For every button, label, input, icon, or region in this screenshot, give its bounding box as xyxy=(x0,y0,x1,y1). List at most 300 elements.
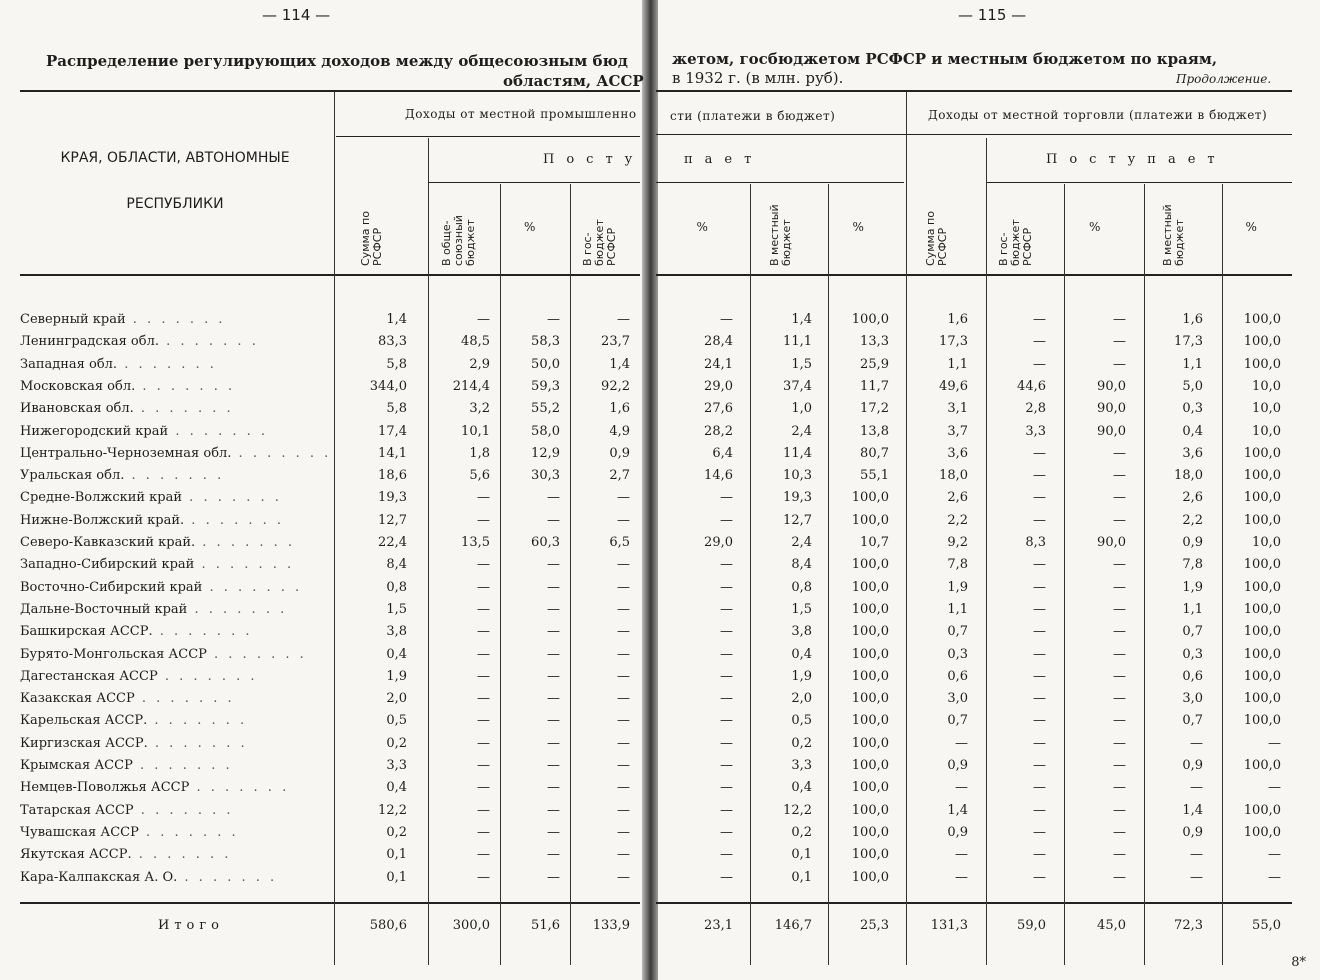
row-label-text: Нижегородский край xyxy=(20,423,169,439)
row-label xyxy=(20,468,320,483)
table-cell: 0,9 xyxy=(1182,824,1203,840)
table-cell: — xyxy=(1033,668,1046,684)
table-cell: 59,3 xyxy=(531,378,560,394)
table-cell: 0,5 xyxy=(791,713,812,729)
table-cell: — xyxy=(720,579,733,595)
table-cell: 100,0 xyxy=(851,802,889,818)
table-cell: 10,0 xyxy=(1252,423,1281,439)
table-cell: 11,1 xyxy=(783,334,812,350)
row-label xyxy=(20,513,320,528)
leader-dots: . . . . . . . xyxy=(147,713,248,729)
table-cell: 100,0 xyxy=(1243,356,1281,372)
table-cell: 0,2 xyxy=(791,735,812,751)
group-header-industry-right: сти (платежи в бюджет) xyxy=(670,109,836,123)
table-cell: 18,0 xyxy=(939,468,968,484)
table-cell: — xyxy=(1033,758,1046,773)
rule-v xyxy=(428,138,429,965)
table-cell: 13,8 xyxy=(860,423,889,439)
table-cell: 14,1 xyxy=(378,445,407,461)
table-cell: — xyxy=(547,869,560,885)
table-cell: — xyxy=(547,780,560,796)
table-cell: — xyxy=(547,579,560,595)
row-label xyxy=(20,424,320,439)
table-cell: 100,0 xyxy=(1243,557,1281,573)
total-cell: 133,9 xyxy=(592,918,630,933)
table-cell: — xyxy=(720,668,733,684)
leader-dots: . . . . . . . xyxy=(168,423,269,439)
table-cell: 58,0 xyxy=(531,423,560,439)
row-label xyxy=(20,445,332,461)
table-cell: — xyxy=(477,512,490,528)
table-cell: — xyxy=(720,869,733,885)
table-cell: 9,2 xyxy=(947,535,968,550)
table-cell: — xyxy=(1113,713,1126,729)
table-cell: — xyxy=(720,847,733,863)
table-cell: 0,9 xyxy=(1182,758,1203,773)
table-cell: 1,8 xyxy=(469,445,490,461)
row-label-text: Средне-Волжский край xyxy=(20,490,183,506)
table-cell: 1,5 xyxy=(386,601,407,617)
column-header: В гос- бюджет РСФСР xyxy=(997,219,1034,266)
table-cell: — xyxy=(547,713,560,729)
row-label-text: Якутская АССР. xyxy=(20,847,132,863)
row-label xyxy=(20,669,320,684)
row-label-text: Московская обл. xyxy=(20,378,136,394)
table-cell: 0,8 xyxy=(386,579,407,595)
table-cell: 18,6 xyxy=(378,468,407,484)
leader-dots: . . . . . . . xyxy=(177,869,278,885)
table-cell: 5,8 xyxy=(386,401,407,417)
table-cell: 80,7 xyxy=(860,445,889,461)
table-cell: — xyxy=(1033,691,1046,707)
subheader-postupaet-right: пает xyxy=(684,152,764,167)
row-label-text: Дальне-Восточный край xyxy=(20,601,188,617)
column-header-percent: % xyxy=(1089,220,1101,234)
row-label-text: Киргизская АССР. xyxy=(20,735,148,751)
table-cell: 37,4 xyxy=(783,378,812,394)
table-cell: — xyxy=(477,691,490,707)
table-cell: — xyxy=(547,668,560,684)
footer-mark: 8* xyxy=(1291,955,1306,970)
table-cell: 1,4 xyxy=(609,356,630,372)
table-cell: — xyxy=(1190,780,1203,796)
table-cell: 13,3 xyxy=(860,334,889,350)
table-cell: 22,4 xyxy=(378,535,407,550)
table-cell: 10,0 xyxy=(1252,535,1281,550)
table-cell: 100,0 xyxy=(851,490,889,506)
table-cell: 3,3 xyxy=(386,758,407,773)
table-cell: — xyxy=(1033,780,1046,796)
table-cell: — xyxy=(720,601,733,617)
table-cell: 0,7 xyxy=(947,713,968,729)
total-cell: 300,0 xyxy=(452,918,490,933)
table-cell: — xyxy=(617,824,630,840)
table-cell: 2,7 xyxy=(609,468,630,484)
table-cell: 1,9 xyxy=(791,668,812,684)
table-cell: — xyxy=(477,802,490,818)
table-cell: — xyxy=(617,691,630,707)
table-cell: — xyxy=(1113,557,1126,573)
table-cell: — xyxy=(1033,802,1046,818)
table-cell: — xyxy=(1113,334,1126,350)
table-cell: 4,9 xyxy=(609,423,630,439)
table-cell: 6,4 xyxy=(712,445,733,461)
table-cell: 0,4 xyxy=(791,780,812,796)
table-cell: 0,8 xyxy=(791,579,812,595)
table-cell: 100,0 xyxy=(851,758,889,773)
leader-dots: . . . . . . . xyxy=(134,691,235,707)
table-cell: — xyxy=(477,490,490,506)
table-cell: 100,0 xyxy=(851,847,889,863)
row-label xyxy=(20,691,320,706)
table-cell: — xyxy=(1033,312,1046,327)
table-cell: — xyxy=(617,512,630,528)
table-cell: 19,3 xyxy=(783,490,812,506)
table-cell: — xyxy=(955,735,968,751)
table-cell: — xyxy=(617,735,630,751)
table-cell: 100,0 xyxy=(1243,312,1281,327)
table-cell: — xyxy=(1113,802,1126,818)
table-cell: 24,1 xyxy=(704,356,733,372)
row-label-text: Чувашская АССР xyxy=(20,824,139,840)
table-cell: 1,9 xyxy=(386,668,407,684)
row-header-line2: РЕСПУБЛИКИ xyxy=(126,196,224,212)
table-cell: — xyxy=(1113,601,1126,617)
table-cell: — xyxy=(547,691,560,707)
table-cell: 0,2 xyxy=(386,824,407,840)
table-cell: 90,0 xyxy=(1097,535,1126,550)
table-cell: 29,0 xyxy=(704,378,733,394)
total-cell: 131,3 xyxy=(930,918,968,933)
table-cell: 5,8 xyxy=(386,356,407,372)
total-cell: 45,0 xyxy=(1097,918,1126,933)
row-label-text: Татарская АССР xyxy=(20,802,134,818)
table-cell: 92,2 xyxy=(601,378,630,394)
table-cell: — xyxy=(1113,312,1126,327)
table-cell: — xyxy=(617,312,630,327)
column-header: В местный бюджет xyxy=(1160,204,1186,266)
table-cell: 12,9 xyxy=(531,445,560,461)
table-cell: 100,0 xyxy=(1243,802,1281,818)
table-cell: — xyxy=(547,490,560,506)
table-cell: — xyxy=(617,557,630,573)
row-label xyxy=(20,647,320,662)
row-label-text: Западно-Сибирский край xyxy=(20,557,195,573)
table-cell: 100,0 xyxy=(1243,490,1281,506)
table-cell: — xyxy=(1033,468,1046,484)
left-page-number: — 114 — xyxy=(262,6,331,24)
table-cell: 100,0 xyxy=(1243,334,1281,350)
table-cell: — xyxy=(1190,735,1203,751)
row-label xyxy=(20,736,320,751)
table-cell: — xyxy=(1190,847,1203,863)
rule-h xyxy=(656,90,1292,92)
leader-dots: . . . . . . . xyxy=(132,758,233,773)
table-cell: 17,2 xyxy=(860,401,889,417)
row-label xyxy=(20,401,320,416)
table-cell: — xyxy=(477,758,490,773)
total-cell: 59,0 xyxy=(1017,918,1046,933)
table-cell: 12,2 xyxy=(783,802,812,818)
group-header-industry-left: Доходы от местной промышленно xyxy=(405,107,637,121)
table-cell: — xyxy=(1113,579,1126,595)
table-cell: — xyxy=(1268,780,1281,796)
table-cell: 0,1 xyxy=(386,847,407,863)
table-cell: 3,8 xyxy=(791,624,812,640)
leader-dots: . . . . . . . xyxy=(125,312,226,327)
table-cell: 0,9 xyxy=(947,758,968,773)
table-cell: — xyxy=(547,646,560,662)
column-header: В обще- союзный бюджет xyxy=(440,215,477,266)
table-cell: 17,3 xyxy=(939,334,968,350)
table-cell: 0,4 xyxy=(1182,423,1203,439)
table-cell: — xyxy=(720,691,733,707)
table-cell: — xyxy=(1190,869,1203,885)
table-cell: 28,4 xyxy=(704,334,733,350)
table-cell: — xyxy=(1113,847,1126,863)
table-cell: — xyxy=(617,579,630,595)
table-cell: — xyxy=(1033,847,1046,863)
column-header: Сумма по РСФСР xyxy=(924,211,949,266)
table-cell: — xyxy=(477,312,490,327)
table-cell: — xyxy=(617,802,630,818)
total-cell: 72,3 xyxy=(1174,918,1203,933)
table-cell: — xyxy=(1033,557,1046,573)
table-cell: 1,5 xyxy=(791,356,812,372)
table-cell: 1,6 xyxy=(609,401,630,417)
row-label-text: Западная обл. xyxy=(20,356,118,372)
row-label xyxy=(20,580,320,595)
table-cell: 0,1 xyxy=(386,869,407,885)
rule-v xyxy=(986,138,987,965)
table-cell: 0,2 xyxy=(791,824,812,840)
table-cell: 100,0 xyxy=(851,780,889,796)
table-cell: 50,0 xyxy=(531,356,560,372)
row-label xyxy=(20,379,320,394)
table-cell: 100,0 xyxy=(1243,468,1281,484)
rule-h xyxy=(20,274,640,276)
row-label xyxy=(20,334,320,349)
table-cell: — xyxy=(477,624,490,640)
row-label xyxy=(20,490,320,505)
leader-dots: . . . . . . . xyxy=(206,646,307,662)
table-cell: — xyxy=(617,646,630,662)
column-header: Сумма по РСФСР xyxy=(358,211,384,266)
row-label-text: Восточно-Сибирский край xyxy=(20,579,203,595)
leader-dots: . . . . . . . xyxy=(138,824,239,840)
table-cell: — xyxy=(1033,579,1046,595)
table-cell: 100,0 xyxy=(851,735,889,751)
rule-h xyxy=(428,182,640,183)
table-cell: — xyxy=(1113,490,1126,506)
rule-h xyxy=(20,90,640,92)
table-cell: 100,0 xyxy=(1243,624,1281,640)
table-cell: — xyxy=(720,512,733,528)
leader-dots: . . . . . . . xyxy=(135,378,236,394)
table-cell: 1,4 xyxy=(386,312,407,327)
title-right-line2: в 1932 г. (в млн. руб). xyxy=(672,69,844,87)
title-right-line1: жетом, госбюджетом РСФСР и местным бюджетом по краям, xyxy=(672,50,1218,68)
table-cell: 3,7 xyxy=(947,423,968,439)
table-cell: — xyxy=(1113,758,1126,773)
table-cell: — xyxy=(720,824,733,840)
group-header-trade: Доходы от местной торговли (платежи в бюджет) xyxy=(928,108,1268,122)
row-label xyxy=(20,825,320,840)
table-cell: 1,6 xyxy=(1182,312,1203,327)
table-cell: 1,9 xyxy=(1182,579,1203,595)
table-cell: 3,8 xyxy=(386,624,407,640)
table-cell: 1,5 xyxy=(791,601,812,617)
table-cell: — xyxy=(617,668,630,684)
leader-dots: . . . . . . . xyxy=(157,668,258,684)
table-cell: 10,3 xyxy=(783,468,812,484)
total-label: Итого xyxy=(158,918,224,933)
table-cell: 2,2 xyxy=(1182,512,1203,528)
column-header-percent: % xyxy=(696,220,709,234)
table-cell: — xyxy=(1113,869,1126,885)
table-cell: — xyxy=(720,557,733,573)
table-cell: 90,0 xyxy=(1097,423,1126,439)
table-cell: — xyxy=(617,624,630,640)
row-label-text: Карельская АССР. xyxy=(20,713,148,729)
subheader-postupaet-trade: Поступает xyxy=(1046,152,1227,167)
table-cell: 58,3 xyxy=(531,334,560,350)
row-label-text: Башкирская АССР. xyxy=(20,624,153,640)
table-cell: — xyxy=(617,490,630,506)
leader-dots: . . . . . . . xyxy=(117,356,217,372)
table-cell: 2,9 xyxy=(469,356,490,372)
table-cell: 6,5 xyxy=(609,535,630,550)
table-cell: — xyxy=(617,869,630,885)
row-label-text: Крымская АССР xyxy=(20,758,133,773)
table-cell: 17,4 xyxy=(378,423,407,439)
table-cell: — xyxy=(547,557,560,573)
leader-dots: . . . . . . . xyxy=(182,490,282,506)
table-cell: 100,0 xyxy=(851,512,889,528)
table-cell: 3,3 xyxy=(791,758,812,773)
column-header-percent: % xyxy=(524,220,536,234)
table-cell: 0,6 xyxy=(1182,668,1203,684)
table-cell: 100,0 xyxy=(851,624,889,640)
table-cell: — xyxy=(1113,691,1126,707)
table-cell: — xyxy=(477,601,490,617)
table-cell: 30,3 xyxy=(531,468,560,484)
rule-h xyxy=(656,274,1292,276)
table-cell: 100,0 xyxy=(851,579,889,595)
table-cell: 0,7 xyxy=(947,624,968,640)
table-cell: 8,4 xyxy=(791,557,812,573)
table-cell: 3,3 xyxy=(1025,423,1046,439)
table-cell: 100,0 xyxy=(1243,445,1281,461)
row-label-text: Кара-Калпакская А. О. xyxy=(20,869,178,885)
table-cell: — xyxy=(1113,468,1126,484)
column-header: В местный бюджет xyxy=(768,204,793,266)
row-label-text: Северо-Кавказский край. xyxy=(20,535,196,550)
table-cell: — xyxy=(1113,668,1126,684)
column-header-percent: % xyxy=(852,220,865,234)
table-cell: 2,6 xyxy=(1182,490,1203,506)
leader-dots: . . . . . . . xyxy=(195,535,296,550)
table-cell: 100,0 xyxy=(851,869,889,885)
table-cell: 100,0 xyxy=(851,824,889,840)
row-label xyxy=(20,870,320,885)
table-cell: 214,4 xyxy=(452,378,490,394)
table-cell: 0,4 xyxy=(386,780,407,796)
table-cell: 0,3 xyxy=(1182,401,1203,417)
table-cell: — xyxy=(720,490,733,506)
table-cell: — xyxy=(617,847,630,863)
table-cell: 0,4 xyxy=(386,646,407,662)
row-label xyxy=(20,624,320,639)
table-cell: 3,2 xyxy=(469,401,490,417)
table-cell: — xyxy=(1113,780,1126,796)
table-cell: 23,7 xyxy=(601,334,630,350)
table-cell: — xyxy=(720,713,733,729)
table-cell: — xyxy=(477,646,490,662)
table-cell: 10,0 xyxy=(1252,378,1281,394)
table-cell: — xyxy=(547,824,560,840)
table-cell: — xyxy=(547,512,560,528)
continuation-label: Продолжение. xyxy=(1176,72,1272,86)
table-cell: — xyxy=(547,802,560,818)
table-cell: — xyxy=(1033,646,1046,662)
table-cell: — xyxy=(1268,735,1281,751)
table-cell: — xyxy=(547,735,560,751)
table-cell: 0,4 xyxy=(791,646,812,662)
table-cell: — xyxy=(477,713,490,729)
table-cell: 2,2 xyxy=(947,512,968,528)
leader-dots: . . . . . . . xyxy=(133,802,234,818)
table-cell: 1,4 xyxy=(1182,802,1203,818)
table-cell: 12,2 xyxy=(378,802,407,818)
table-cell: — xyxy=(477,668,490,684)
row-label xyxy=(20,602,320,617)
table-cell: 10,7 xyxy=(860,535,889,550)
table-cell: 1,1 xyxy=(1182,356,1203,372)
row-label xyxy=(20,312,320,327)
table-cell: 90,0 xyxy=(1097,378,1126,394)
row-label-text: Дагестанская АССР xyxy=(20,668,158,684)
table-cell: — xyxy=(955,869,968,885)
table-cell: 0,9 xyxy=(1182,535,1203,550)
table-cell: — xyxy=(617,713,630,729)
row-label-text: Ивановская обл. xyxy=(20,401,134,417)
table-cell: — xyxy=(720,758,733,773)
table-cell: 100,0 xyxy=(851,601,889,617)
table-cell: — xyxy=(1033,713,1046,729)
table-cell: 0,3 xyxy=(1182,646,1203,662)
table-cell: — xyxy=(720,780,733,796)
table-cell: 100,0 xyxy=(851,557,889,573)
rule-h xyxy=(986,182,1292,183)
right-page-number: — 115 — xyxy=(958,6,1027,24)
table-cell: 28,2 xyxy=(704,423,733,439)
table-cell: — xyxy=(477,557,490,573)
table-cell: 14,6 xyxy=(704,468,733,484)
row-label xyxy=(20,357,320,372)
table-cell: 0,9 xyxy=(609,445,630,461)
table-cell: 100,0 xyxy=(851,668,889,684)
table-cell: 5,6 xyxy=(469,468,490,484)
table-cell: 10,1 xyxy=(461,423,490,439)
table-cell: — xyxy=(1113,646,1126,662)
table-cell: 0,1 xyxy=(791,869,812,885)
table-cell: — xyxy=(477,869,490,885)
row-label-text: Бурято-Монгольская АССР xyxy=(20,646,207,662)
row-label xyxy=(20,847,320,862)
table-cell: 2,4 xyxy=(791,423,812,439)
table-cell: — xyxy=(547,601,560,617)
